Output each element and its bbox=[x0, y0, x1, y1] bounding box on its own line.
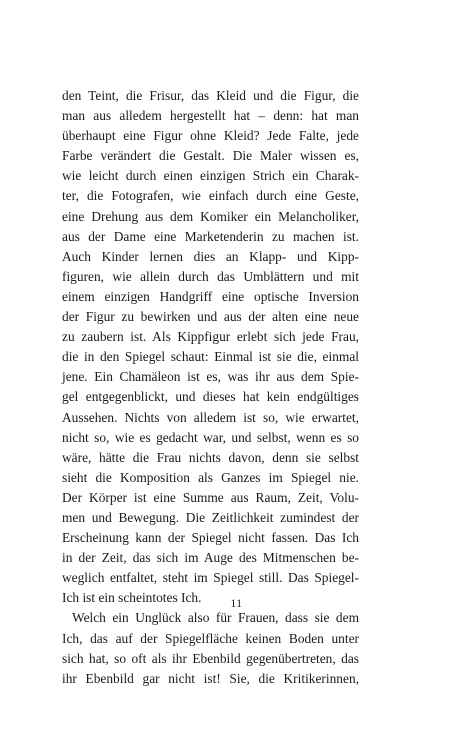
text-line: ter, die Fotografen, wie einfach durch eine Geste, bbox=[62, 188, 359, 204]
text-line: die in den Spiegel schaut: Einmal ist sie die, einmal bbox=[62, 349, 359, 365]
text-line: Welch ein Unglück also für Frauen, dass sie dem bbox=[72, 610, 359, 626]
text-line: wäre, hätte die Frau nichts davon, denn sie selbst bbox=[62, 449, 359, 465]
text-line: figuren, wie allein durch das Umblättern und mit bbox=[62, 268, 359, 284]
text-line: wie leicht durch einen einzigen Strich ein Charak- bbox=[62, 168, 359, 184]
text-line: Ich ist ein scheintotes Ich. bbox=[62, 590, 202, 606]
text-line: nicht so, wie es gedacht war, und selbst, wenn es so bbox=[62, 429, 359, 445]
text-line: sich hat, so oft als ihr Ebenbild gegenübertreten, das bbox=[62, 650, 359, 666]
text-line: den Teint, die Frisur, das Kleid und die Figur, die bbox=[62, 88, 359, 103]
text-line: überhaupt eine Figur ohne Kleid? Jede Falte, jede bbox=[62, 128, 359, 144]
text-line: Aussehen. Nichts von alledem ist so, wie erwartet, bbox=[62, 409, 359, 425]
text-line: der Figur zu bewirken und aus der alten eine neue bbox=[62, 309, 359, 325]
text-line: man aus alledem hergestellt hat – denn: hat man bbox=[62, 108, 359, 124]
text-line: Farbe verändert die Gestalt. Die Maler wissen es, bbox=[62, 148, 359, 164]
page-number: 11 bbox=[230, 598, 243, 610]
text-line: jene. Ein Chamäleon ist es, was ihr aus dem Spie- bbox=[62, 369, 359, 385]
text-line: Erscheinung kann der Spiegel nicht fassen. Das Ich bbox=[62, 530, 359, 546]
text-line: einem einzigen Handgriff eine optische Inversion bbox=[62, 288, 359, 304]
text-line: Auch Kinder lernen dies an Klapp- und Kipp- bbox=[62, 248, 359, 264]
text-line: men und Bewegung. Die Zeitlichkeit zumindest der bbox=[62, 509, 359, 525]
text-line: eine Drehung aus dem Komiker ein Melancholiker, bbox=[62, 208, 359, 224]
text-line: gel entgegenblickt, und dieses hat kein endgültiges bbox=[62, 389, 359, 405]
paragraph-2 bbox=[62, 608, 359, 688]
text-line: sieht die Komposition als Ganzes im Spiegel nie. bbox=[62, 469, 359, 485]
paragraph-1 bbox=[62, 86, 359, 608]
text-line: in der Zeit, das sich im Auge des Mitmenschen be- bbox=[62, 550, 359, 566]
text-line: zu zaubern ist. Als Kippfigur erlebt sich jede Frau, bbox=[62, 329, 359, 345]
text-line: aus der Dame eine Marketenderin zu machen ist. bbox=[62, 228, 359, 244]
text-line: weglich entfaltet, steht im Spiegel still. Das Spiegel- bbox=[62, 570, 359, 586]
text-line: ihr Ebenbild gar nicht ist! Sie, die Kritikerinnen, bbox=[62, 670, 359, 686]
text-line: Ich, das auf der Spiegelfläche keinen Boden unter bbox=[62, 630, 359, 646]
text-line: Der Körper ist eine Summe aus Raum, Zeit, Volu- bbox=[62, 489, 359, 505]
